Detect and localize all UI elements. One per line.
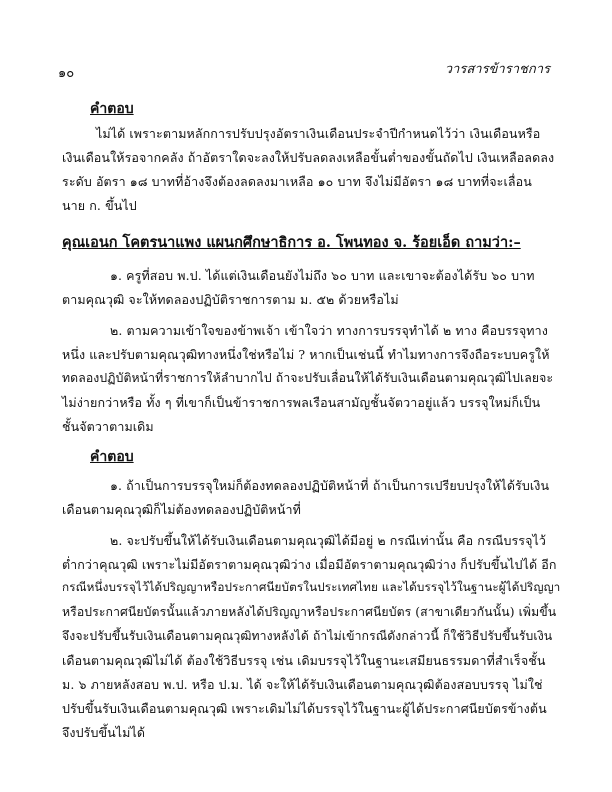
answer2-p2-line: ๒. จะปรับขึ้นให้ได้รับเงินเดือนตามคุณวุฒิได้มีอยู่ ๒ กรณีเท่านั้น คือ กรณีบรรจุไว้ bbox=[110, 533, 547, 548]
answer2-p2-line: กรณีหนึ่งบรรจุไว้ได้ปริญญาหรือประกาศนียบัตรในประเทศไทย และได้บรรจุไว้ในฐานะผู้ได้ปริญญา bbox=[62, 580, 561, 594]
question-p2-line: หนึ่ง และปรับตามคุณวุฒิทางหนึ่งใช่หรือไม่ ? หากเป็นเช่นนี้ ทำไมทางการจึงถือระบบครูให้ bbox=[62, 347, 550, 362]
question-p2-line: ๒. ตามความเข้าใจของข้าพเจ้า เข้าใจว่า ทางการบรรจุทำได้ ๒ ทาง คือบรรจุทาง bbox=[110, 323, 548, 338]
answer1-line: เงินเดือนให้รอจากคลัง ถ้าอัตราใดจะลงให้ปรับลดลงเหลือขั้นต่ำของขั้นถัดไป เงินเหลือลดลง bbox=[62, 150, 555, 165]
page-number: ๑๐ bbox=[58, 66, 75, 81]
question-p2-line: ทดลองปฏิบัติหน้าที่ราชการให้ลำบากไป ถ้าจะปรับเลื่อนให้ได้รับเงินเดือนตามคุณวุฒิไปเลยจะ bbox=[62, 371, 554, 385]
answer2-p2-line: เดือนตามคุณวุฒิไม่ได้ ต้องใช้วิธีบรรจุ เช่น เดิมบรรจุไว้ในฐานะเสมียนธรรมดาที่สำเร็จชั้น bbox=[62, 653, 546, 668]
answer1-line: ไม่ได้ เพราะตามหลักการปรับปรุงอัตราเงินเดือนประจำปีกำหนดไว้ว่า เงินเดือนหรือ bbox=[96, 126, 541, 141]
answer2-p2-line: ต่ำกว่าคุณวุฒิ เพราะไม่มีอัตราตามคุณวุฒิว่าง เมื่อมีอัตราตามคุณวุฒิว่าง ก็ปรับขึ้นไปได้ อีก bbox=[62, 557, 557, 572]
answer2-p2-line: หรือประกาศนียบัตรนั้นแล้วภายหลังได้ปริญญาหรือประกาศนียบัตร (สาขาเดียวกันนั้น) เพิ่มขึ้น bbox=[62, 605, 557, 619]
question-p2-line: ชั้นจัตวาตามเดิม bbox=[62, 419, 154, 434]
answer2-p2-line: ปรับขึ้นรับเงินเดือนตามคุณวุฒิ เพราะเดิมไม่ได้บรรจุไว้ในฐานะผู้ได้ประกาศนียบัตรข้างต้น bbox=[62, 701, 547, 716]
answer-heading: คำตอบ bbox=[90, 101, 134, 117]
answer2-p2-line: จึงจะปรับขึ้นรับเงินเดือนตามคุณวุฒิทางหลังได้ ถ้าไม่เข้ากรณีดังกล่าวนี้ ก็ใช้วิธีปรับขึ้นรับเงิน bbox=[62, 629, 553, 643]
answer2-p2-line: ม. ๖ ภายหลังสอบ พ.ป. หรือ ป.ม. ได้ จะให้ได้รับเงินเดือนตามคุณวุฒิต้องสอบบรรจุ ไม่ใช่ bbox=[62, 677, 543, 692]
journal-name: วารสารข้าราชการ bbox=[444, 62, 550, 77]
question-p1-line: ตามคุณวุฒิ จะให้ทดลองปฏิบัติราชการตาม ม. ๕๒ ด้วยหรือไม่ bbox=[62, 292, 399, 307]
question-line: คุณเอนก โคตรนาแพง แผนกศึกษาธิการ อ. โพนทอง จ. ร้อยเอ็ด ถามว่า:– bbox=[62, 234, 521, 251]
question-p1-line: ๑. ครูที่สอบ พ.ป. ได้แต่เงินเดือนยังไม่ถึง ๖๐ บาท และเขาจะต้องได้รับ ๖๐ บาท bbox=[110, 268, 535, 283]
answer1-line: ระดับ อัตรา ๑๘ บาทที่อ้างจึงต้องลดลงมาเหลือ ๑๐ บาท จึงไม่มีอัตรา ๑๘ บาทที่จะเลื่อน bbox=[62, 174, 532, 189]
answer2-p1-line: ๑. ถ้าเป็นการบรรจุใหม่ก็ต้องทดลองปฏิบัติหน้าที่ ถ้าเป็นการเปรียบปรุงให้ได้รับเงิน bbox=[110, 478, 550, 493]
answer2-p1-line: เดือนตามคุณวุฒิก็ไม่ต้องทดลองปฏิบัติหน้าที่ bbox=[62, 502, 301, 517]
answer2-p2-line: จึงปรับขึ้นไม่ได้ bbox=[62, 725, 146, 740]
answer-heading: คำตอบ bbox=[90, 449, 134, 465]
answer1-line: นาย ก. ขึ้นไป bbox=[62, 198, 137, 213]
question-p2-line: ไม่ง่ายกว่าหรือ ทั้ง ๆ ที่เขาก็เป็นข้าราชการพลเรือนสามัญชั้นจัตวาอยู่แล้ว บรรจุใหม่ก็เป็น bbox=[62, 395, 541, 410]
